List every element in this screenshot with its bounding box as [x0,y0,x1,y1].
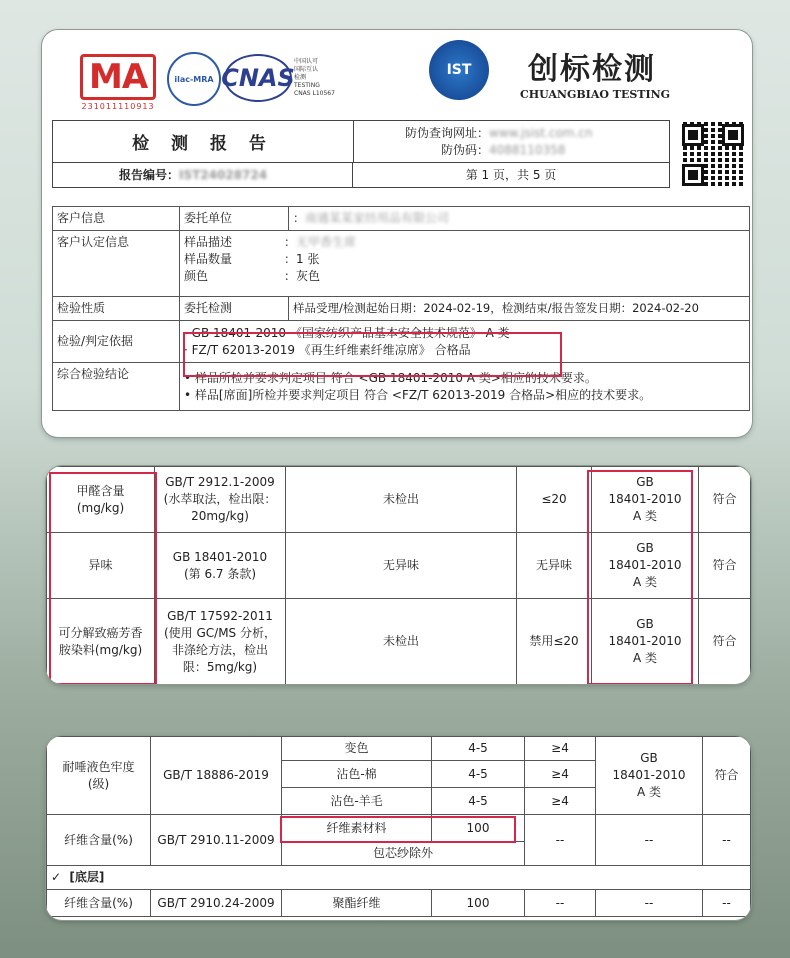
saliva-sub: 变色 [282,737,432,761]
bottom-verdict: -- [703,890,751,917]
color-label: 颜色 [184,269,209,283]
saliva-result: 4-5 [432,788,525,815]
test-limit: ≤20 [517,467,592,533]
brand-name-cn: 创标检测 [528,52,656,87]
saliva-limit: ≥4 [525,788,596,815]
anti-fake-info [405,125,593,159]
test-result: 未检出 [286,599,517,685]
fiber-result: 100 [432,815,525,842]
client-label: 委托单位 [180,207,289,231]
bottom-layer-heading [47,866,751,890]
cma-logo-text: MA [80,54,156,100]
saliva-standard: GB 18401-2010 A 类 [596,737,703,815]
saliva-verdict: 符合 [703,737,751,815]
report-number-value: IST24028724 [179,167,268,182]
cnas-line: 检测 [294,74,307,81]
qr-corner [682,164,704,186]
bottom-item: 纤维含量(%) [47,890,151,917]
bottom-sub: 聚酯纤维 [282,890,432,917]
cma-logo [80,54,156,111]
cnas-accreditation-text [294,58,354,98]
test-standard: GB 18401-2010 A 类 [592,533,699,599]
code-label: 防伪码： [441,143,490,157]
report-header-card [42,30,752,437]
ilac-text: ilac-MRA [174,74,214,84]
test-method: GB 18401-2010 (第 6.7 条款) [155,533,286,599]
bottom-limit: -- [525,890,596,917]
fiber-sub: 纤维素材料 [282,815,432,842]
ist-logo [429,40,489,100]
conclusion-value: • 样品所检并要求判定项目 符合 <GB 18401-2010 A 类>相应的技术要求。 • 样品[席面]所检并要求判定项目 符合 <FZ/T 62013-2019 合格品>相应的技术要求。 [180,363,750,411]
sample-desc-value: 无甲香生席 [296,235,357,249]
ist-text: IST [446,62,472,78]
saliva-item: 耐唾液色牢度 (级) [47,737,151,815]
fiber-standard: -- [596,815,703,866]
fiber-results-card [46,736,751,920]
safety-results-card [46,466,751,684]
test-method: GB/T 17592-2011 (使用 GC/MS 分析， 非涤纶方法，检出 限：5mg/kg) [155,599,286,685]
cnas-line: 国际互认 [294,66,319,73]
saliva-method: GB/T 18886-2019 [151,737,282,815]
cnas-text: CNAS [221,64,295,92]
client-value: 南通某某家纺用品有限公司 [305,211,450,225]
conclusion-label: 综合检验结论 [53,363,180,411]
basis-label: 检验/判定依据 [53,321,180,363]
test-method: GB/T 2912.1-2009 (水萃取法，检出限： 20mg/kg) [155,467,286,533]
basis-1: GB 18401-2010 《国家纺织产品基本安全技术规范》 A 类 [191,325,510,340]
test-standard: GB 18401-2010 A 类 [592,599,699,685]
test-item: 甲醛含量 (mg/kg) [47,467,155,533]
sample-desc-label: 样品描述 [184,235,233,249]
sample-info: 样品描述 ：无甲香生席 样品数量 ：1 张 颜色 ：灰色 [180,231,750,297]
test-dates: 样品受理/检测起始日期：2024-02-19，检测结束/报告签发日期：2024-02-20 [289,297,750,321]
saliva-result: 4-5 [432,737,525,761]
saliva-sub: 沾色-棉 [282,761,432,788]
qr-corner [722,124,744,146]
standard-column-highlight [587,470,693,684]
bottom-layer-label: [底层] [69,870,105,884]
cnas-line: CNAS L10567 [294,90,335,97]
fiber-highlight [280,816,516,843]
test-result: 未检出 [286,467,517,533]
report-title-box [52,120,670,188]
cnas-line: TESTING [294,82,320,89]
cma-number: 231011110913 [81,102,155,111]
test-limit: 禁用≤20 [517,599,592,685]
customer-info-table [52,206,750,411]
test-item: 异味 [47,533,155,599]
sample-qty-label: 样品数量 [184,252,233,266]
saliva-sub: 沾色-羊毛 [282,788,432,815]
nature-label: 检验性质 [53,297,180,321]
code-value: 4088110358 [489,143,566,157]
nature-value: 委托检测 [180,297,289,321]
customer-confirm-label: 客户认定信息 [53,231,180,297]
test-result: 无异味 [286,533,517,599]
basis-value: · GB 18401-2010 《国家纺织产品基本安全技术规范》 A 类 · FZ/T 62013-2019 《再生纤维素纤维凉席》 合格品 [180,321,750,363]
fiber-method: GB/T 2910.11-2009 [151,815,282,866]
page-info: 第 1 页，共 5 页 [465,168,557,182]
test-verdict: 符合 [699,599,751,685]
qr-code-icon [680,122,746,188]
item-column-highlight [49,472,157,684]
basis-highlight [183,332,562,377]
fiber-note: 包芯纱除外 [282,842,525,866]
test-limit: 无异味 [517,533,592,599]
color-value: 灰色 [296,269,321,283]
test-verdict: 符合 [699,467,751,533]
brand-name-en: CHUANGBIAO TESTING [520,88,671,101]
cnas-line: 中国认可 [294,58,319,65]
conclusion-1: 样品所检并要求判定项目 符合 <GB 18401-2010 A 类>相应的技术要求。 [194,370,597,385]
test-verdict: 符合 [699,533,751,599]
qr-corner [682,124,704,146]
conclusion-2: 样品[席面]所检并要求判定项目 符合 <FZ/T 62013-2019 合格品>相应的技术要求。 [194,387,652,402]
fiber-limit: -- [525,815,596,866]
url-value: www.jsist.com.cn [489,126,593,140]
cnas-logo [221,54,295,102]
client-value-cell: ：南通某某家纺用品有限公司 [289,207,750,231]
saliva-limit: ≥4 [525,761,596,788]
report-title: 检 测 报 告 [53,121,354,162]
saliva-limit: ≥4 [525,737,596,761]
report-number [53,162,353,187]
url-label: 防伪查询网址： [405,126,490,140]
bottom-method: GB/T 2910.24-2009 [151,890,282,917]
ilac-mra-logo [167,52,221,106]
fiber-verdict: -- [703,815,751,866]
basis-2: FZ/T 62013-2019 《再生纤维素纤维凉席》 合格品 [191,342,471,357]
test-item: 可分解致癌芳香 胺染料(mg/kg) [47,599,155,685]
bottom-standard: -- [596,890,703,917]
customer-info-label: 客户信息 [53,207,180,231]
report-title-row [53,121,669,163]
bottom-result: 100 [432,890,525,917]
logo-bar [42,30,752,112]
test-standard: GB 18401-2010 A 类 [592,467,699,533]
fiber-item: 纤维含量(%) [47,815,151,866]
saliva-result: 4-5 [432,761,525,788]
sample-qty-value: 1 张 [296,252,320,266]
check-icon: ✓ [51,870,62,884]
report-number-label: 报告编号： [119,168,180,182]
